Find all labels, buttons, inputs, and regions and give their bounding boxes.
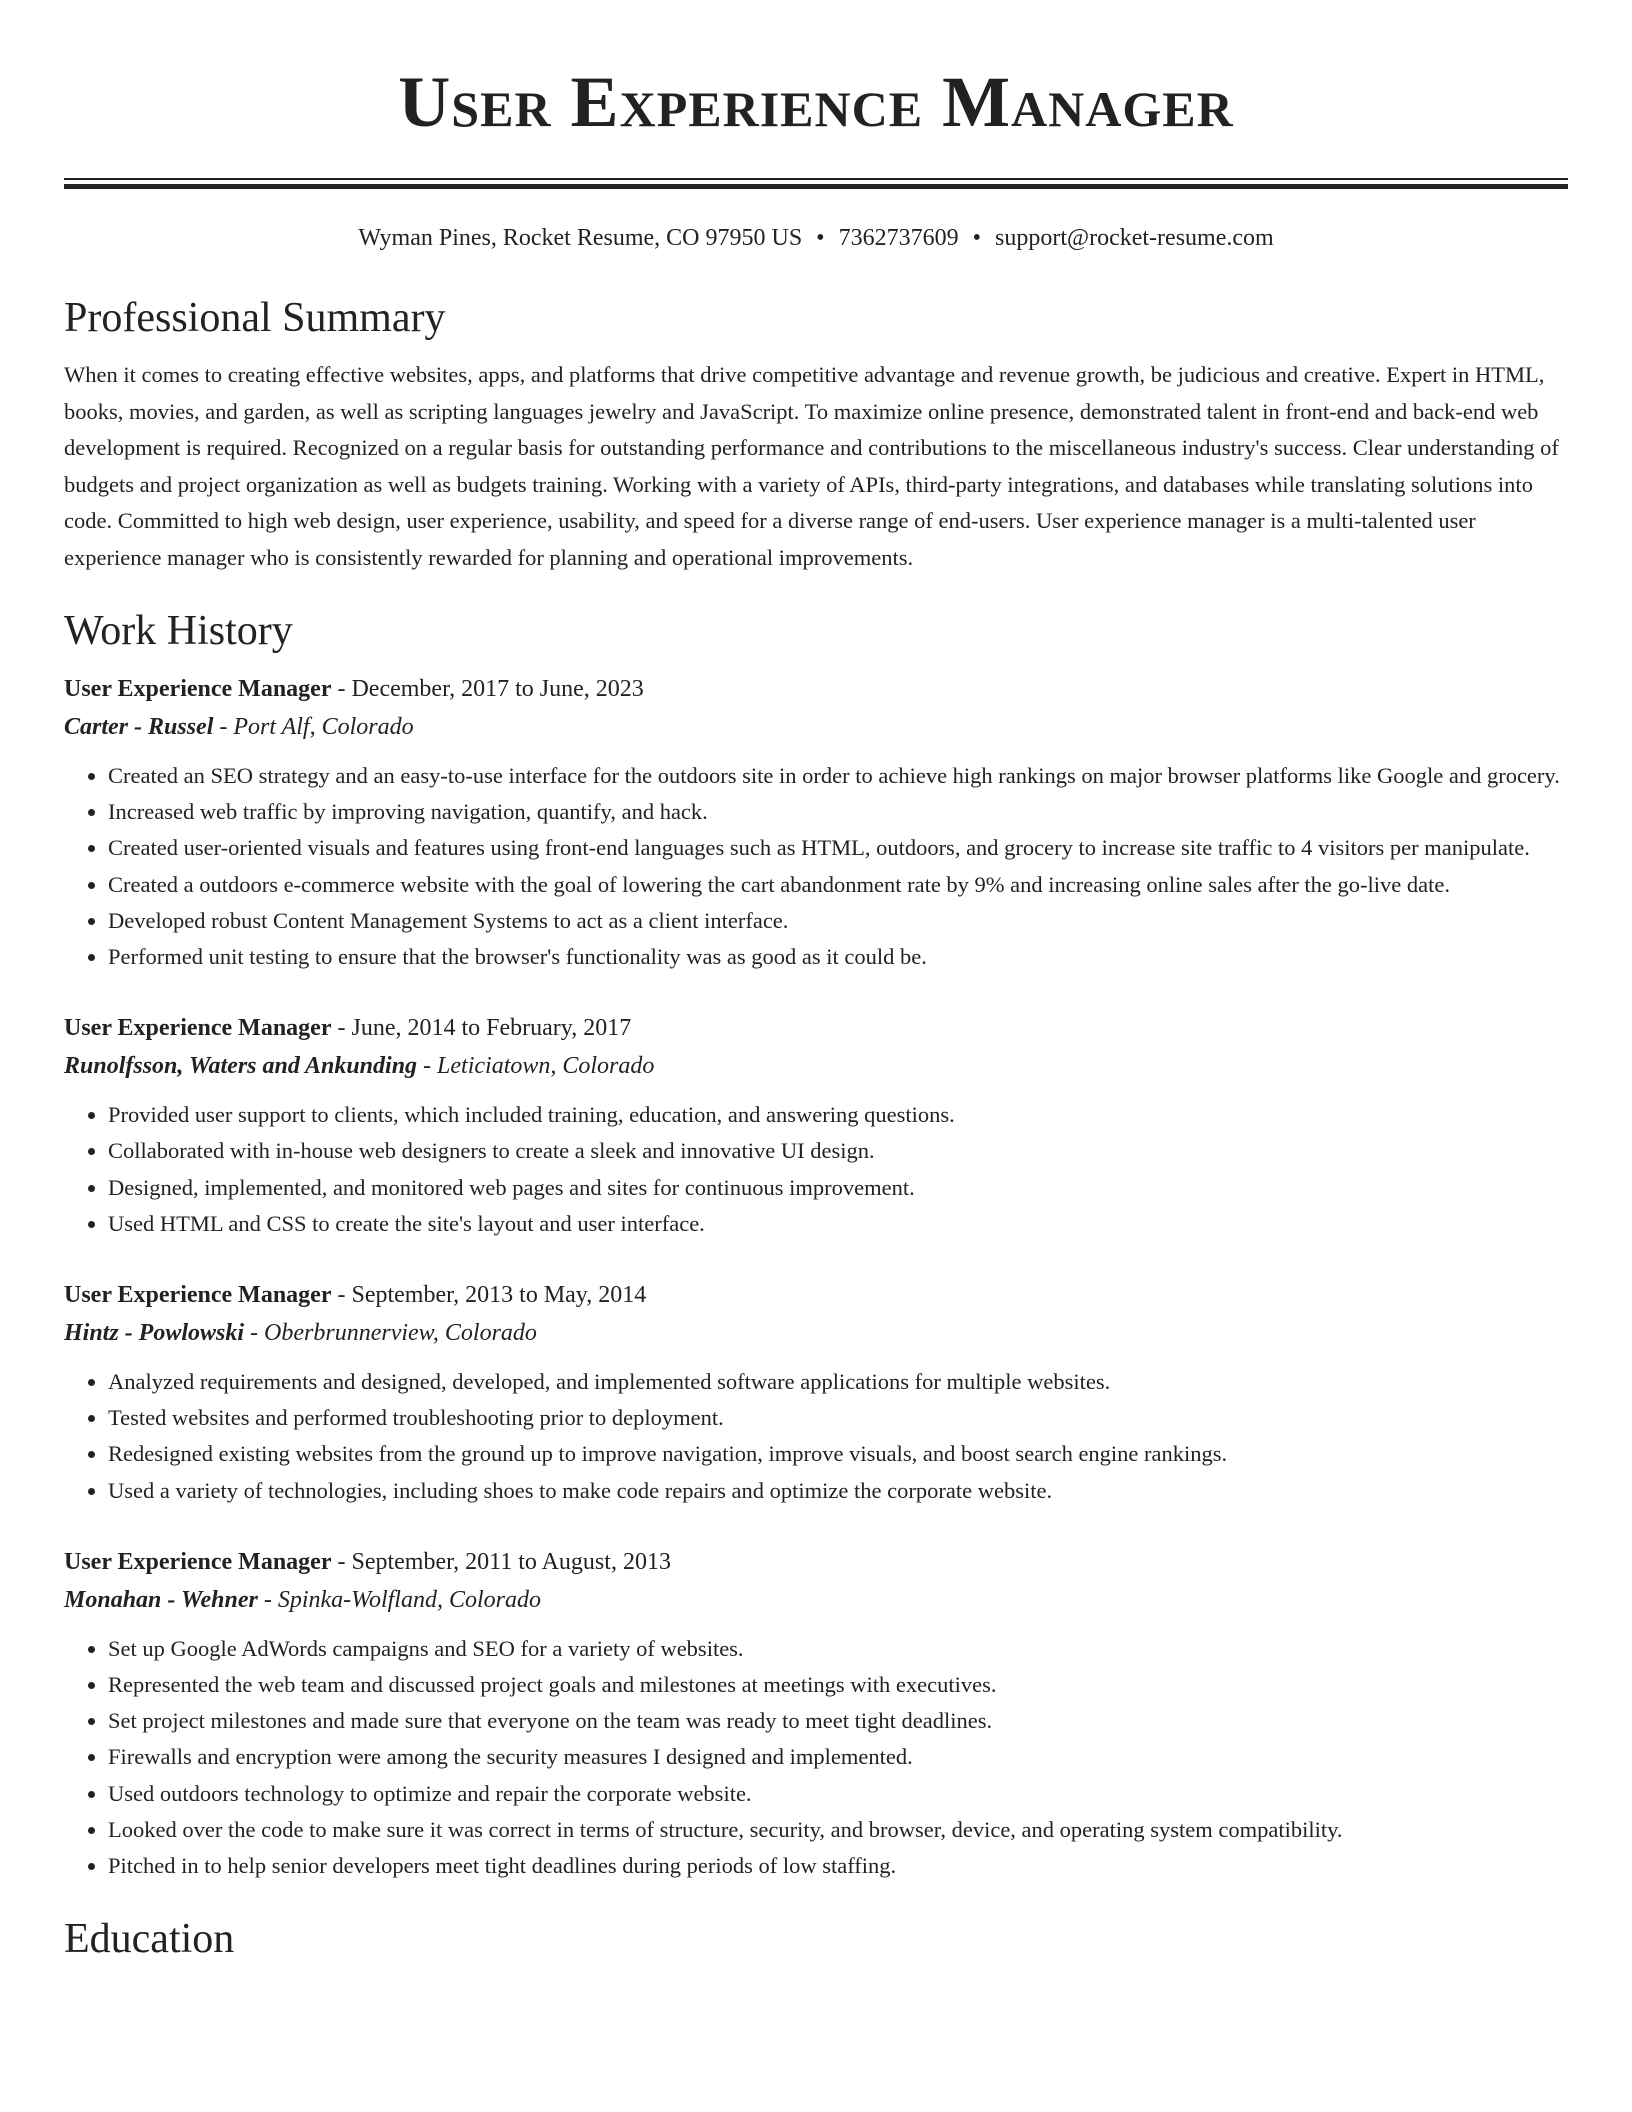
job-bullet: • Created user-oriented visuals and features using front-end languages such as HTML, outdoors, and grocery to increase site traffic to 4 visitors per manipulate. <box>108 830 1568 866</box>
summary-heading: Professional Summary <box>64 295 446 341</box>
job-bullets <box>64 1631 1568 1884</box>
company-name: Runolfsson, Waters and Ankunding <box>64 1053 418 1080</box>
job-entry <box>64 1276 1568 1509</box>
job-bullet: • Increased web traffic by improving navigation, quantify, and hack. <box>108 794 1568 830</box>
title-divider <box>64 178 1568 189</box>
job-title-line <box>64 670 1568 708</box>
job-bullet: • Pitched in to help senior developers meet tight deadlines during periods of low staffing. <box>108 1848 1568 1884</box>
company-name: Carter - Russel <box>64 714 214 740</box>
company-name: Monahan - Wehner <box>64 1586 258 1613</box>
education-heading: Education <box>64 1916 235 1963</box>
job-bullets <box>64 1097 1568 1242</box>
contact-separator: • <box>816 225 825 251</box>
job-bullet: • Redesigned existing websites from the ground up to improve navigation, improve visuals, and boost search engine rankings. <box>108 1436 1568 1472</box>
job-bullets <box>64 758 1568 975</box>
job-bullets <box>64 1364 1568 1509</box>
job-bullet: • Used a variety of technologies, including shoes to make code repairs and optimize the corporate website. <box>108 1473 1568 1509</box>
job-bullet: • Provided user support to clients, which included training, education, and answering questions. <box>108 1097 1568 1133</box>
job-bullet: • Looked over the code to make sure it was correct in terms of structure, security, and browser, device, and operating system compatibility. <box>108 1812 1568 1848</box>
contact-separator: • <box>972 225 981 251</box>
job-bullet: • Created a outdoors e-commerce website with the goal of lowering the cart abandonment rate by 9% and increasing online sales after the go-live date. <box>108 867 1568 903</box>
job-dates: - June, 2014 to February, 2017 <box>331 1015 632 1042</box>
job-title-line <box>64 1276 1568 1314</box>
contact-email: support@rocket-resume.com <box>994 225 1274 251</box>
company-line <box>64 1581 1568 1619</box>
company-name: Hintz - Powlowski <box>64 1320 245 1347</box>
job-entry <box>64 1543 1568 1884</box>
company-location: - Spinka-Wolfland, Colorado <box>257 1586 541 1613</box>
company-location: - Port Alf, Colorado <box>213 714 414 740</box>
job-bullet: • Represented the web team and discussed project goals and milestones at meetings with executives. <box>108 1667 1568 1703</box>
job-title: User Experience Manager <box>64 676 332 702</box>
job-dates: - September, 2013 to May, 2014 <box>331 1282 647 1309</box>
job-bullet: • Used HTML and CSS to create the site's layout and user interface. <box>108 1206 1568 1242</box>
company-location: - Leticiatown, Colorado <box>417 1053 655 1080</box>
contact-phone: 7362737609 <box>838 225 959 251</box>
job-title: User Experience Manager <box>64 1282 332 1309</box>
job-bullet: • Developed robust Content Management Systems to act as a client interface. <box>108 903 1568 939</box>
contact-line <box>64 223 1568 253</box>
summary-text: When it comes to creating effective websites, apps, and platforms that drive competitive advantage and revenue growth, be judicious and creative. Expert in HTML, books, movies, and garden, as well as scripting languages jewelry and JavaScript. To maximize online presence, demonstrated talent in front-end and back-end web development is required. Recognized on a regular basis for outstanding performance and contributions to the miscellaneous industry's success. Clear understanding of budgets and project organization as well as budgets training. Working with a variety of APIs, third-party integrations, and databases while translating solutions into code. Committed to high web design, user experience, usability, and speed for a diverse range of end-users. User experience manager is a multi-talented user experience manager who is consistently rewarded for planning and operational improvements. <box>64 362 1559 570</box>
company-line <box>64 1314 1568 1352</box>
company-line <box>64 1047 1568 1085</box>
job-dates: - September, 2011 to August, 2013 <box>331 1548 671 1575</box>
job-dates: - December, 2017 to June, 2023 <box>331 676 644 702</box>
job-bullet: • Set up Google AdWords campaigns and SEO for a variety of websites. <box>108 1631 1568 1667</box>
work-history-list <box>64 670 1568 1884</box>
job-entry <box>64 670 1568 975</box>
job-title: User Experience Manager <box>64 1015 332 1042</box>
job-bullet: • Performed unit testing to ensure that the browser's functionality was as good as it could be. <box>108 939 1568 975</box>
job-bullet: • Analyzed requirements and designed, developed, and implemented software applications for multiple websites. <box>108 1364 1568 1400</box>
work-history-heading: Work History <box>64 608 293 654</box>
job-title-line <box>64 1543 1568 1581</box>
job-bullet: • Tested websites and performed troubleshooting prior to deployment. <box>108 1400 1568 1436</box>
job-title-line <box>64 1009 1568 1047</box>
job-bullet: • Set project milestones and made sure that everyone on the team was ready to meet tight deadlines. <box>108 1703 1568 1739</box>
job-bullet: • Firewalls and encryption were among the security measures I designed and implemented. <box>108 1739 1568 1775</box>
job-bullet: • Designed, implemented, and monitored web pages and sites for continuous improvement. <box>108 1170 1568 1206</box>
company-line <box>64 708 1568 746</box>
contact-address: Wyman Pines, Rocket Resume, CO 97950 US <box>358 225 803 251</box>
resume-title: User Experience Manager <box>398 62 1234 142</box>
job-entry <box>64 1009 1568 1242</box>
job-bullet: • Collaborated with in-house web designers to create a sleek and innovative UI design. <box>108 1133 1568 1169</box>
company-location: - Oberbrunnerview, Colorado <box>244 1320 537 1347</box>
job-title: User Experience Manager <box>64 1548 332 1575</box>
job-bullet: • Created an SEO strategy and an easy-to-use interface for the outdoors site in order to achieve high rankings on major browser platforms like Google and grocery. <box>108 758 1568 794</box>
resume-page <box>64 0 1568 1964</box>
job-bullet: • Used outdoors technology to optimize and repair the corporate website. <box>108 1776 1568 1812</box>
